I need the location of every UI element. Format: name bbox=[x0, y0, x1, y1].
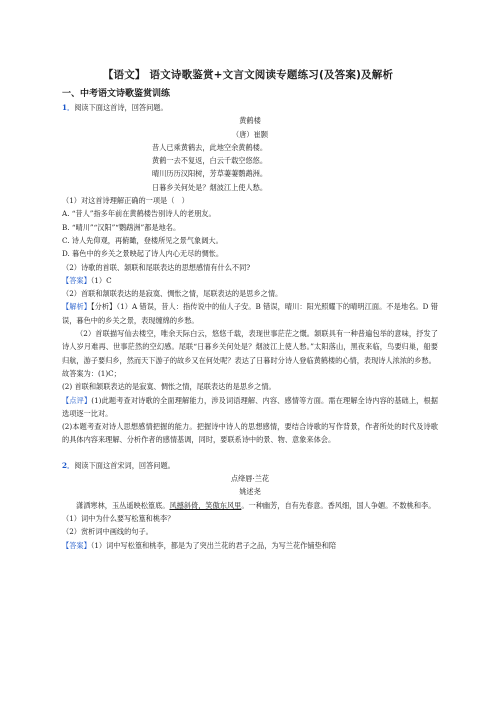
question-2 bbox=[62, 459, 438, 472]
section-heading: 一、中考语文诗歌鉴赏训练 bbox=[62, 89, 171, 99]
option-c: C. 诗人先仰观，再俯瞰，登楼所见之景气象阔大。 bbox=[62, 235, 223, 245]
poem-line: 黄鹤一去不复返，白云千载空悠悠。 bbox=[152, 156, 268, 166]
analysis-sub-tag: 【分析】 bbox=[91, 302, 117, 312]
final-answer-line: (2) 首联和颔联表达的是寂寞、惆怅之情，尾联表达的是思乡之情。 bbox=[62, 382, 276, 392]
sub-question: （1）词中为什么要写松篁和桃李？ bbox=[62, 513, 175, 523]
poem-line: 昔人已乘黄鹤去，此地空余黄鹤楼。 bbox=[152, 142, 268, 152]
question-number: 1． bbox=[62, 103, 75, 112]
answer bbox=[62, 274, 438, 287]
option-a: A. “昔人”指多年前在黄鹤楼告别诗人的老朋友。 bbox=[62, 209, 216, 219]
question-prompt: 阅读下面这首宋词，回答问题。 bbox=[74, 460, 175, 470]
poem-line: 晴川历历汉阳树，芳草萋萋鹦鹉洲。 bbox=[152, 169, 268, 179]
question-1 bbox=[62, 101, 438, 114]
poem-text-part: 。一种幽芳，自有先春意。香风细，国人争媚。不数桃和李。 bbox=[241, 500, 436, 510]
analysis bbox=[62, 300, 438, 327]
final-answer-label: 故答案为：(1)C； bbox=[62, 368, 121, 378]
poem-title: 黄鹤楼 bbox=[239, 116, 261, 126]
answer-line: （2）首联和颔联表达的是寂寞、惆怅之情，尾联表达的是思乡之情。 bbox=[62, 289, 283, 299]
question-number: 2． bbox=[62, 460, 75, 470]
comment-text: (1)此题考查对诗歌的全面理解能力，涉及词语理解、内容、感情等方面。需在理解全诗内容的基础上，根据选项逐一比对。 bbox=[62, 395, 438, 418]
poem-text bbox=[62, 499, 438, 512]
poem-title: 点绛唇·兰花 bbox=[230, 474, 270, 484]
comment bbox=[62, 394, 438, 421]
analysis-text: （1）A 错误，昔人：指传说中的仙人子安。B 错误，晴川：阳光照耀下的晴明江面。不是地名。D 错误，暮色中的乡关之景，表现缠绵的乡愁。 bbox=[62, 302, 438, 325]
sub-question: （2）诗歌的首联、颔联和尾联表达的思想感情有什么不同? bbox=[62, 262, 251, 272]
analysis-tag: 【解析】 bbox=[62, 302, 92, 312]
spacer bbox=[62, 447, 438, 459]
answer-tag: 【答案】 bbox=[62, 540, 91, 550]
page-title: 【语文】 语文诗歌鉴赏+文言文阅读专题练习(及答案)及解析 bbox=[102, 69, 394, 81]
poem-body bbox=[62, 141, 438, 194]
poem-author: 姚述尧 bbox=[239, 487, 261, 497]
answer bbox=[62, 539, 438, 552]
option-b: B. “晴川”“汉阳”“鹦鹉洲”都是地名。 bbox=[62, 222, 181, 232]
comment-tag: 【点评】 bbox=[62, 395, 92, 405]
answer-text: （1）C bbox=[90, 275, 112, 285]
answer-text: （1）词中写松篁和桃李，都是为了突出兰花的君子之品，为写兰花作铺垫和陪 bbox=[90, 540, 337, 550]
sub-question: （2）赏析词中画线的句子。 bbox=[62, 527, 153, 537]
comment-paragraph: (2)本题考查对诗人思想感情把握的能力。把握诗中诗人的思想感情，要结合诗歌的写作背景，作者所处的时代及诗歌的具体内容来理解、分析作者的感情基调，同时，要联系诗中的景、物、意象来体会。 bbox=[62, 422, 438, 445]
poem-author: （唐）崔颢 bbox=[232, 129, 268, 139]
question-prompt: 阅读下面这首诗，回答问题。 bbox=[74, 103, 168, 112]
document-body bbox=[62, 83, 438, 552]
analysis-paragraph: （2）首联描写仙去楼空，唯余天际白云，悠悠千载，表现世事茫茫之慨。颔联具有一种普遍包举的意味，抒发了诗人岁月难再、世事茫然的空幻感。尾联“日暮乡关何处是？烟波江上使人愁。”太阳落山，黑夜来临，鸟要归巢，船要归航，游子要归乡，然而天下游子的故乡又在何处呢？表达了日暮时分诗人登临黄鹤楼的心情，表现诗人浓浓的乡愁。 bbox=[62, 329, 438, 365]
poem-line: 日暮乡关何处是？烟波江上使人愁。 bbox=[152, 182, 268, 192]
underlined-sentence: 风撼斜倚，笑傲东风里 bbox=[169, 500, 242, 510]
sub-question: （1）对这首诗理解正确的一项是（ ） bbox=[62, 196, 189, 206]
answer-tag: 【答案】 bbox=[62, 275, 91, 285]
option-d: D. 暮色中的乡关之景映起了诗人内心无尽的惆怅。 bbox=[62, 249, 224, 259]
poem-text-part: 潇洒寒林，玉丛遥映松篁底。 bbox=[76, 500, 170, 510]
